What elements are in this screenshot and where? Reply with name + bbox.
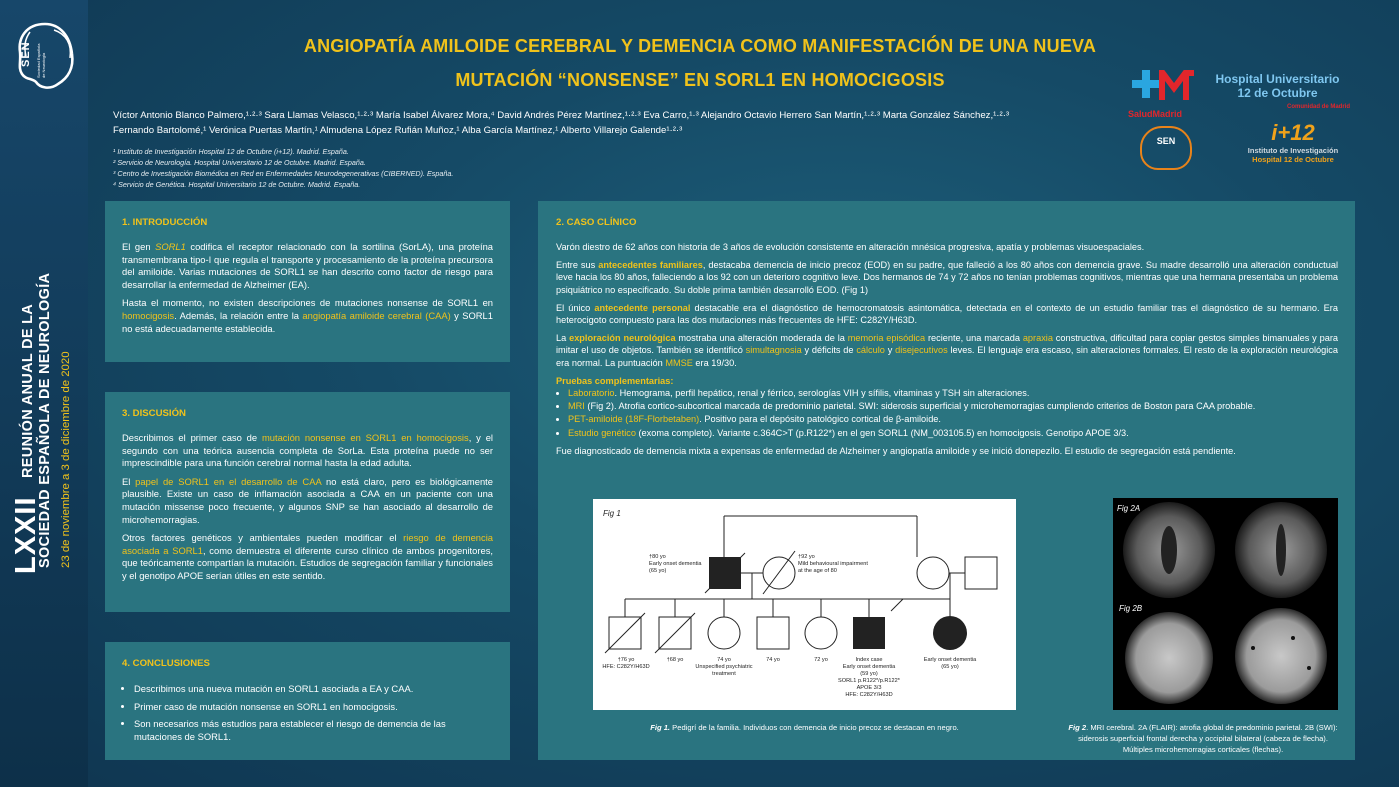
highlight: Estudio genético bbox=[568, 427, 636, 438]
highlight: exploración neurológica bbox=[569, 333, 676, 344]
fig2b-label: Fig 2B bbox=[1119, 604, 1143, 613]
highlight: disejecutivos bbox=[895, 345, 948, 356]
note-line: Index case bbox=[855, 657, 883, 663]
discussion-heading: 3. DISCUSIÓN bbox=[122, 408, 186, 419]
note-line: (65 yo) bbox=[649, 568, 667, 574]
mother-note bbox=[798, 554, 878, 575]
affiliations bbox=[113, 146, 813, 190]
mri-swi-slice bbox=[1235, 608, 1327, 704]
sibling-symbol bbox=[805, 617, 837, 649]
text-run: mostraba una alteración moderada de la bbox=[675, 333, 848, 344]
congress-number: LXXII bbox=[10, 496, 42, 574]
microbleed bbox=[1251, 646, 1255, 650]
text-run: El único bbox=[556, 302, 595, 313]
caption-label: Fig 2 bbox=[1068, 723, 1087, 732]
hospital-logo bbox=[1205, 72, 1350, 114]
fig2-caption bbox=[1067, 722, 1339, 755]
fig1-caption bbox=[593, 722, 1016, 733]
case-heading: 2. CASO CLÍNICO bbox=[556, 217, 637, 228]
text-run: destacable era el diagnóstico de hemocromatosis asintomática, detectada en el contexto de un estudio familiar tras el diagnóstico de su hermano. Era heterocigoto compuesto para las dos mutaciones más frecuentes de HFE: C282Y/H63D. bbox=[556, 302, 1338, 326]
text-run: El bbox=[122, 475, 136, 487]
highlight: PET-amiloide (18F-Florbetaben) bbox=[568, 414, 700, 425]
highlight: angiopatía amiloide cerebral (CAA) bbox=[302, 309, 451, 321]
mri-sulcus bbox=[1276, 524, 1286, 576]
highlight: riesgo de demencia asociada a SORL1 bbox=[122, 532, 493, 556]
text-run: y déficits de bbox=[801, 345, 857, 356]
conclusions-heading: 4. CONCLUSIONES bbox=[122, 658, 210, 669]
text-run: , como demuestra el diferente curso clínico de ambos progenitores, que teóricamente compartían la mutación. Estudios de segregación familiar y funcionales y el genotipo APOE serían útiles en este sentido. bbox=[122, 544, 493, 581]
text-run: (exoma completo). Variante c.364C>T (p.R122*) en el gen SORL1 (NM_003105.5) en homocigosis. Genotipo APOE 3/3. bbox=[635, 427, 1129, 438]
i12-text: i+12 bbox=[1271, 120, 1315, 145]
list-item bbox=[568, 427, 1338, 439]
text-run: La bbox=[556, 333, 570, 344]
note-line: APOE 3/3 bbox=[856, 685, 882, 691]
list-item bbox=[568, 387, 1338, 399]
list-item bbox=[568, 400, 1338, 412]
mri-swi-slice bbox=[1125, 612, 1213, 704]
text-run: Hasta el momento, no existen descripciones de mutaciones nonsense de SORL1 en bbox=[122, 297, 493, 309]
intro-panel bbox=[105, 201, 510, 362]
highlight: SORL1 bbox=[155, 241, 186, 252]
caption-label: Fig 1. bbox=[650, 723, 671, 732]
conclusions-text bbox=[122, 683, 493, 743]
highlight: mutación nonsense en SORL1 en homocigosis bbox=[261, 432, 469, 443]
highlight: papel de SORL1 en el desarrollo de CAA bbox=[135, 475, 322, 487]
affiliation: ² Servicio de Neurología. Hospital Universitario 12 de Octubre. Madrid. España. bbox=[113, 158, 366, 167]
discussion-panel bbox=[105, 392, 510, 612]
pedigree-figure bbox=[593, 499, 1016, 710]
index-case-note bbox=[833, 657, 905, 699]
note-line: †76 yo bbox=[617, 657, 635, 663]
highlight: antecedentes familiares bbox=[598, 260, 703, 271]
intro-heading: 1. INTRODUCCIÓN bbox=[122, 217, 208, 228]
mri-svg bbox=[1113, 498, 1338, 710]
uncle-symbol bbox=[965, 557, 997, 589]
note-line: Unspecified psychiatric bbox=[695, 664, 753, 670]
note-line: †80 yo bbox=[649, 554, 666, 560]
text-run: (Fig 2). Atrofia cortico-subcortical marcada de predominio parietal. SWI: siderosis superficial y microhemorragias cumpliendo criterios de Boston para CAA probable. bbox=[584, 401, 1256, 412]
tests-heading: Pruebas complementarias: bbox=[556, 375, 674, 386]
note-line: HFE: C282Y/H63D bbox=[845, 692, 893, 698]
fig1-label: Fig 1 bbox=[603, 509, 621, 518]
note-line: Early onset dementia bbox=[923, 657, 977, 663]
note-line: 74 yo bbox=[717, 657, 731, 663]
father-note bbox=[649, 554, 707, 575]
text-run: Describimos el primer caso de bbox=[122, 432, 262, 443]
microbleed bbox=[1291, 636, 1295, 640]
text-run: , y el segundo con una teórica ausencia completa de SorLa. Esta proteína puede no ser imprescindible para una función cerebral normal hasta la edad adulta. bbox=[122, 432, 493, 469]
title-line-2: MUTACIÓN “NONSENSE” EN SORL1 EN HOMOCIGOSIS bbox=[455, 70, 945, 90]
hospital-name-2: 12 de Octubre bbox=[1237, 86, 1318, 100]
note-line: †92 yo bbox=[798, 554, 815, 560]
highlight: memoria episódica bbox=[847, 333, 926, 344]
text-run: Entre sus bbox=[556, 260, 599, 271]
list-item bbox=[568, 413, 1338, 425]
note-line: Early onset dementia bbox=[842, 664, 896, 670]
sibling-symbol bbox=[708, 617, 740, 649]
sibling-note: 74 yo bbox=[766, 657, 780, 663]
mri-ventricle bbox=[1161, 526, 1177, 574]
title-line-1: ANGIOPATÍA AMILOIDE CEREBRAL Y DEMENCIA COMO MANIFESTACIÓN DE UNA NUEVA bbox=[303, 36, 1097, 56]
sibling-note: 72 yo bbox=[814, 657, 828, 663]
sibling-symbol bbox=[757, 617, 789, 649]
hospital-name-1: Hospital Universitario bbox=[1215, 72, 1340, 86]
case-p5: Fue diagnosticado de demencia mixta a expensas de enfermedad de Alzheimer y angiopatía amiloide y se inició donepezilo. El estudio de segregación está pendiente. bbox=[556, 445, 1236, 456]
sen-logo-subtitle: Sociedad Española de Neurología bbox=[36, 43, 46, 78]
note-line: treatment bbox=[712, 671, 736, 677]
authors-line-1: Víctor Antonio Blanco Palmero,¹·²·³ Sara Llamas Velasco,¹·²·³ María Isabel Álvarez Mora,⁴ David Andrés Pérez Martínez,¹·²·³ Eva Carro,¹·³ Alejandro Octavio Herrero San Martín,¹·²·³ Marta González Sánchez,¹·²·³ bbox=[113, 110, 1010, 121]
aunt-symbol bbox=[917, 557, 949, 589]
note-line: (59 yo) bbox=[860, 671, 878, 677]
note-line: Mild behavioural impairment bbox=[798, 561, 868, 567]
text-run: reciente, una marcada bbox=[925, 333, 1023, 344]
congress-title-1: REUNIÓN ANUAL DE LA bbox=[20, 303, 36, 478]
salud-madrid-logo bbox=[1128, 70, 1196, 118]
note-line: at the age of 80 bbox=[798, 568, 837, 574]
cousin-note bbox=[918, 657, 982, 671]
case-text bbox=[556, 241, 1338, 457]
text-run: no está claro, pero es biológicamente plausible. Existe un caso de inflamación asociada a CAA en un paciente con una mutación missense poco frecuente, y algunos SNP se han asociado al desarrollo de microhemorragias. bbox=[122, 475, 493, 525]
authors bbox=[113, 108, 1113, 138]
text-run: y bbox=[884, 345, 896, 356]
highlight: apraxia bbox=[1022, 333, 1053, 344]
sibling-note: †68 yo bbox=[666, 657, 684, 663]
caption-text: Pedigrí de la familia. Individuos con demencia de inicio precoz se destacan en negro. bbox=[670, 723, 959, 732]
text-run: era 19/30. bbox=[692, 357, 737, 368]
congress-dates: 23 de noviembre a 3 de diciembre de 2020 bbox=[60, 351, 72, 568]
text-run: y SORL1 no está adecuadamente establecida. bbox=[122, 309, 493, 334]
sibling-note bbox=[694, 657, 754, 678]
discussion-text bbox=[122, 432, 493, 583]
microbleed bbox=[1307, 666, 1311, 670]
text-run: El gen bbox=[122, 241, 156, 252]
text-run: . Además, la relación entre la bbox=[174, 309, 303, 321]
i12-subtitle-1: Instituto de Investigación bbox=[1247, 146, 1339, 155]
text-run: constructiva, dificultad para copiar gestos simples bimanuales y para imitar el uso de objetos. También se identificó bbox=[556, 333, 1338, 356]
fig2a-label: Fig 2A bbox=[1117, 504, 1141, 513]
text-run: codifica el receptor relacionado con la sortilina (SorLA), una proteína transmembrana tipo-I que regula el transporte y procesamiento de la proteína precursora del amiloide. Varias mutaciones de SORL1 se han descrito como factor de riesgo para desarrollar la enfermedad de Alzheimer (EA). bbox=[122, 241, 493, 290]
authors-line-2: Fernando Bartolomé,¹ Verónica Puertas Martín,¹ Almudena López Rufián Muñoz,¹ Alba García Martínez,¹ Alberto Villarejo Galende¹·²·³ bbox=[113, 125, 683, 136]
sibling-note bbox=[601, 657, 651, 671]
list-item: • Describimos una nueva mutación en SORL1 asociada a EA y CAA. bbox=[134, 683, 493, 696]
text-run: . Hemograma, perfil hepático, renal y férrico, serologías VIH y sífilis, vitaminas y TSH sin alteraciones. bbox=[614, 388, 1030, 399]
index-arrow bbox=[891, 599, 903, 611]
salud-madrid-text: SaludMadrid bbox=[1128, 109, 1183, 119]
pedigree-svg bbox=[593, 499, 1016, 710]
sen-small-logo bbox=[1140, 126, 1192, 170]
i12-logo bbox=[1238, 120, 1348, 164]
case-p1: Varón diestro de 62 años con historia de 3 años de evolución consistente en alteración mnésica progresiva, apatía y problemas visuoespaciales. bbox=[556, 242, 1145, 252]
highlight: simultagnosia bbox=[745, 345, 802, 356]
list-item: • Primer caso de mutación nonsense en SORL1 en homocigosis. bbox=[134, 701, 493, 714]
affiliation: ³ Centro de Investigación Biomédica en Red en Enfermedades Neurodegenerativas (CIBERNED). España. bbox=[113, 169, 454, 178]
sen-small-text: SEN bbox=[1156, 136, 1176, 146]
text-run: , destacaba demencia de inicio precoz (EOD) en su padre, que falleció a los 80 años con demencia grave. Su madre desarrolló una alteración conductual leve hacia los 80 años, falleciendo a los 92 con un deterioro cognitivo leve. Dos hermanos de 74 y 72 años no tenían problemas cognitivos, mientras que una hermana presentaba un problema psiquiátrico no especificado. Su doble prima también desarrolló EOD. (Fig 1) bbox=[556, 260, 1338, 295]
text-run: Otros factores genéticos y ambientales pueden modificar el bbox=[122, 532, 404, 544]
text-run: . Positivo para el depósito patológico cortical de β-amiloide. bbox=[699, 414, 941, 425]
affiliation: ¹ Instituto de Investigación Hospital 12 de Octubre (i+12). Madrid. España. bbox=[113, 147, 349, 156]
note-line: SORL1 p.R122*/p.R122* bbox=[838, 678, 900, 684]
note-line: Early onset dementia bbox=[649, 561, 702, 567]
highlight: homocigosis bbox=[122, 309, 175, 321]
i12-subtitle-2: Hospital 12 de Octubre bbox=[1252, 155, 1334, 164]
sen-logo-text: SEN bbox=[20, 41, 32, 67]
caption-text: . MRI cerebral. 2A (FLAIR): atrofia global de predominio parietal. 2B (SWI): siderosis superficial frontal derecha y occipital bilateral (cabeza de flecha). Múltiples microhemorragias corticales (flechas). bbox=[1078, 723, 1338, 754]
salud-madrid-icon bbox=[1128, 70, 1196, 104]
mri-figure bbox=[1113, 498, 1338, 710]
list-item: • Son necesarios más estudios para establecer el riesgo de demencia de las mutaciones de SORL1. bbox=[134, 718, 493, 743]
highlight: Laboratorio bbox=[568, 388, 615, 399]
affiliation: ⁴ Servicio de Genética. Hospital Universitario 12 de Octubre. Madrid. España. bbox=[113, 180, 361, 189]
highlight: antecedente personal bbox=[594, 302, 691, 313]
note-line: (65 yo) bbox=[941, 664, 959, 670]
congress-title-2: SOCIEDAD ESPAÑOLA DE NEUROLOGÍA bbox=[37, 272, 53, 568]
index-case-symbol bbox=[853, 617, 885, 649]
highlight: MRI bbox=[568, 401, 585, 412]
highlight: cálculo bbox=[856, 345, 885, 356]
highlight: MMSE bbox=[665, 357, 693, 368]
conclusions-panel bbox=[105, 642, 510, 760]
comunidad-madrid: Comunidad de Madrid bbox=[1287, 104, 1350, 110]
note-line: HFE: C282Y/H63D bbox=[602, 664, 650, 670]
text-run: leves. El lenguaje era escaso, sin alteraciones formales. El resto de la exploración neurológica era normal. La puntuación bbox=[556, 345, 1338, 368]
left-band bbox=[0, 0, 88, 787]
cousin-symbol bbox=[933, 616, 967, 650]
intro-text bbox=[122, 241, 493, 335]
